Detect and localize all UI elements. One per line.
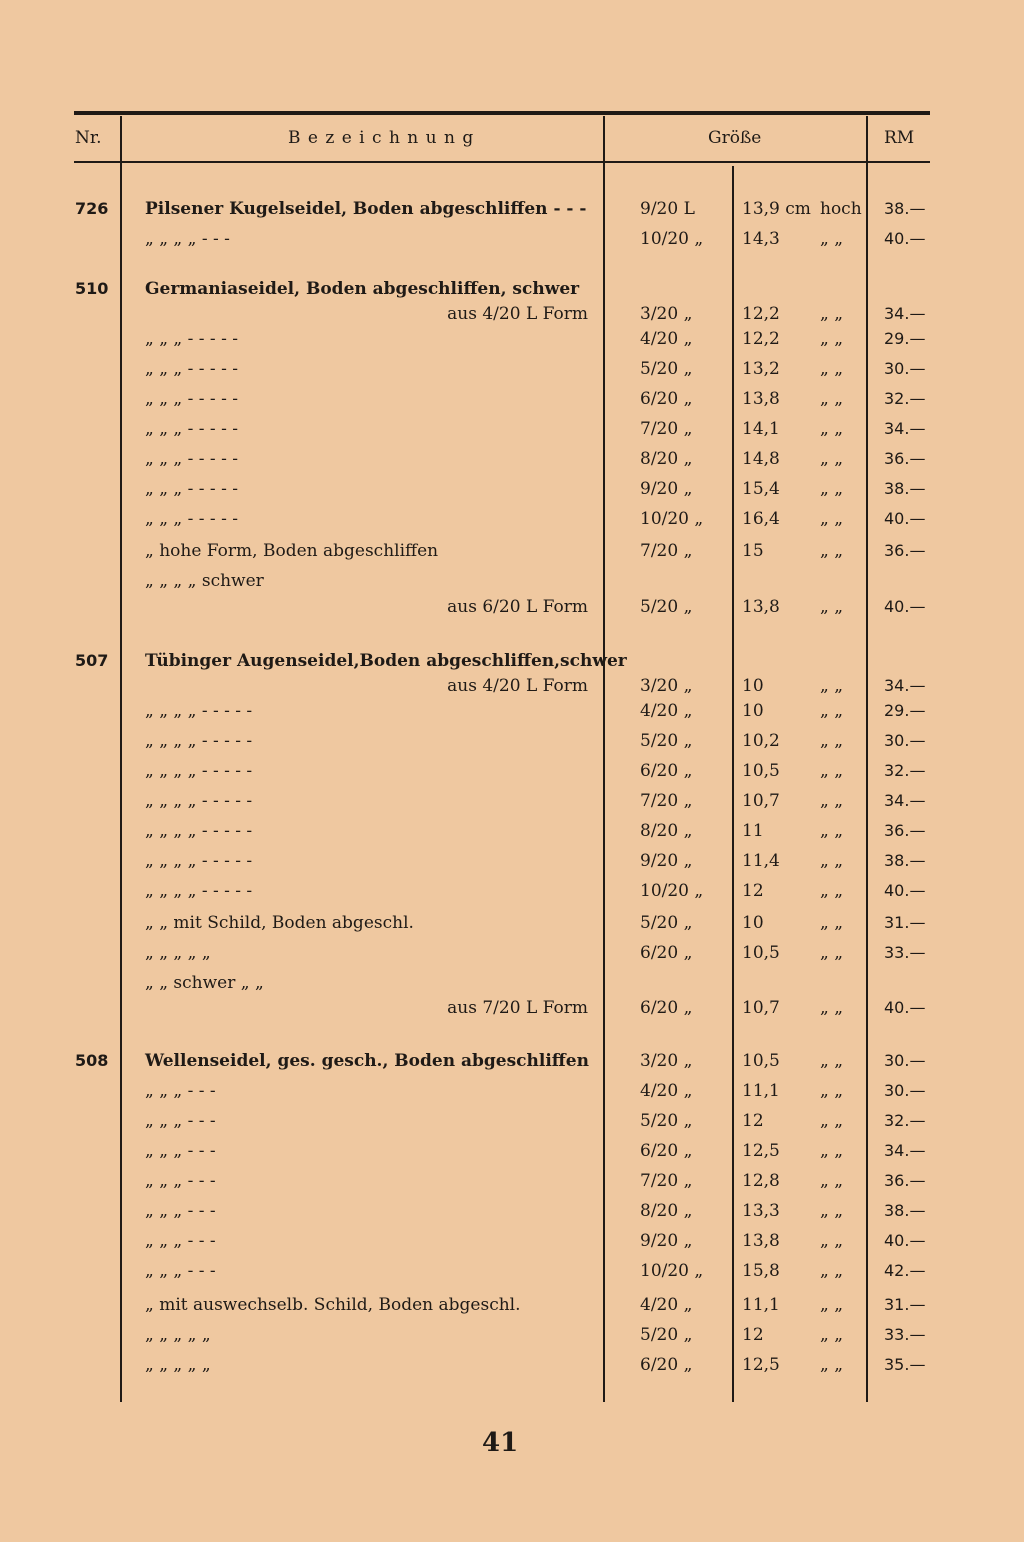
item-volume: 6/20 „ <box>640 1355 693 1375</box>
item-height-unit: „ „ <box>820 597 844 617</box>
item-price: 38.— <box>884 479 926 498</box>
item-volume: 4/20 „ <box>640 701 693 721</box>
item-height: 15,8 <box>742 1261 780 1281</box>
header-nr: Nr. <box>75 128 102 148</box>
item-height-unit: „ „ <box>820 359 844 379</box>
item-price: 36.— <box>884 821 926 840</box>
item-price: 40.— <box>884 509 926 528</box>
item-height-unit: „ „ <box>820 1261 844 1281</box>
item-height: 15 <box>742 541 764 561</box>
item-height: 15,4 <box>742 479 780 499</box>
item-description: „ „ „ „ - - - - - <box>145 851 253 871</box>
item-height-unit: „ „ <box>820 1231 844 1251</box>
item-height-unit: „ „ <box>820 1171 844 1191</box>
table-row <box>0 1200 1024 1230</box>
item-height-unit: „ „ <box>820 943 844 963</box>
item-volume: 4/20 „ <box>640 1295 693 1315</box>
item-form-note: aus 4/20 L Form <box>447 676 588 696</box>
table-row <box>0 1324 1024 1354</box>
item-height: 10,5 <box>742 943 780 963</box>
table-row <box>0 478 1024 508</box>
item-height: 10,7 <box>742 998 780 1018</box>
item-height: 10 <box>742 676 764 696</box>
item-volume: 6/20 „ <box>640 761 693 781</box>
item-volume: 5/20 „ <box>640 913 693 933</box>
table-row <box>0 700 1024 730</box>
item-volume: 5/20 „ <box>640 597 693 617</box>
item-description: „ „ „ „ - - - - - <box>145 731 253 751</box>
table-row <box>0 198 1024 228</box>
item-price: 42.— <box>884 1261 926 1280</box>
item-description: „ „ „ - - - - - <box>145 479 238 499</box>
table-row <box>0 790 1024 820</box>
table-row <box>0 228 1024 258</box>
item-volume: 9/20 „ <box>640 479 693 499</box>
item-form-note: aus 7/20 L Form <box>447 998 588 1018</box>
item-volume: 10/20 „ <box>640 229 704 249</box>
table-row <box>0 760 1024 790</box>
item-price: 34.— <box>884 791 926 810</box>
item-height-unit: „ „ <box>820 998 844 1018</box>
table-row <box>0 912 1024 942</box>
table-row <box>0 1170 1024 1200</box>
item-description: „ „ „ - - - - - <box>145 359 238 379</box>
header-rule <box>74 161 930 163</box>
item-volume: 10/20 „ <box>640 509 704 529</box>
item-height-unit: „ „ <box>820 1111 844 1131</box>
table-row <box>0 1110 1024 1140</box>
table-row <box>0 850 1024 880</box>
item-price: 29.— <box>884 701 926 720</box>
item-description: „ „ „ - - - <box>145 1231 216 1251</box>
item-price: 34.— <box>884 419 926 438</box>
page-number: 41 <box>482 1428 519 1458</box>
item-height-unit: „ „ <box>820 851 844 871</box>
item-price: 40.— <box>884 229 926 248</box>
item-price: 30.— <box>884 731 926 750</box>
item-height-unit: „ „ <box>820 701 844 721</box>
item-height: 13,8 <box>742 389 780 409</box>
item-volume: 9/20 „ <box>640 851 693 871</box>
item-volume: 6/20 „ <box>640 389 693 409</box>
item-description: „ „ „ „ - - - - - <box>145 701 253 721</box>
item-price: 40.— <box>884 881 926 900</box>
table-row <box>0 1294 1024 1324</box>
item-price: 36.— <box>884 1171 926 1190</box>
item-price: 30.— <box>884 359 926 378</box>
item-description: „ „ „ - - - <box>145 1081 216 1101</box>
item-height-unit: „ „ <box>820 449 844 469</box>
item-height: 10,7 <box>742 791 780 811</box>
item-form-note: aus 4/20 L Form <box>447 304 588 324</box>
item-height: 13,2 <box>742 359 780 379</box>
item-height-unit: „ „ <box>820 229 844 249</box>
table-row <box>0 540 1024 570</box>
item-height-unit: „ „ <box>820 1081 844 1101</box>
item-description: „ mit auswechselb. Schild, Boden abgeschl. <box>145 1295 521 1315</box>
item-height: 12,8 <box>742 1171 780 1191</box>
item-price: 34.— <box>884 1141 926 1160</box>
item-description: „ hohe Form, Boden abgeschliffen <box>145 541 439 561</box>
item-description: „ „ „ „ „ <box>145 1355 211 1375</box>
item-height-unit: „ „ <box>820 389 844 409</box>
table-row <box>0 730 1024 760</box>
item-description: „ „ „ „ - - - <box>145 229 230 249</box>
item-height-unit: „ „ <box>820 913 844 933</box>
item-description: „ „ „ „ schwer <box>145 571 264 591</box>
item-volume: 9/20 „ <box>640 1231 693 1251</box>
item-height: 11,1 <box>742 1295 780 1315</box>
item-height-unit: „ „ <box>820 1051 844 1071</box>
item-height-unit: „ „ <box>820 1141 844 1161</box>
item-volume: 6/20 „ <box>640 1141 693 1161</box>
item-number: 508 <box>75 1051 109 1070</box>
item-height-unit: „ „ <box>820 419 844 439</box>
item-volume: 4/20 „ <box>640 329 693 349</box>
item-volume: 7/20 „ <box>640 1171 693 1191</box>
item-height: 10 <box>742 701 764 721</box>
table-row <box>0 997 1024 1027</box>
table-row <box>0 1140 1024 1170</box>
item-height: 13,8 <box>742 1231 780 1251</box>
header-rm: RM <box>884 128 915 148</box>
item-description: „ „ „ - - - - - <box>145 389 238 409</box>
table-row <box>0 1230 1024 1260</box>
item-description: „ „ „ - - - <box>145 1171 216 1191</box>
item-volume: 10/20 „ <box>640 881 704 901</box>
item-height-unit: „ „ <box>820 1355 844 1375</box>
item-number: 726 <box>75 199 109 218</box>
item-volume: 9/20 L <box>640 199 695 219</box>
item-description: „ „ „ - - - <box>145 1111 216 1131</box>
item-description: „ „ „ „ - - - - - <box>145 881 253 901</box>
item-price: 30.— <box>884 1081 926 1100</box>
item-height: 14,8 <box>742 449 780 469</box>
item-volume: 3/20 „ <box>640 1051 693 1071</box>
item-height-unit: „ „ <box>820 1325 844 1345</box>
item-volume: 6/20 „ <box>640 943 693 963</box>
item-height: 12 <box>742 881 764 901</box>
item-description: Tübinger Augenseidel,Boden abgeschliffen,schwer <box>145 651 627 671</box>
item-height: 13,9 cm <box>742 199 811 219</box>
item-height: 13,3 <box>742 1201 780 1221</box>
item-price: 40.— <box>884 998 926 1017</box>
item-description: „ „ schwer „ „ <box>145 973 264 993</box>
item-volume: 5/20 „ <box>640 731 693 751</box>
table-row <box>0 880 1024 910</box>
item-price: 32.— <box>884 389 926 408</box>
item-price: 40.— <box>884 597 926 616</box>
item-volume: 7/20 „ <box>640 791 693 811</box>
item-height: 11,1 <box>742 1081 780 1101</box>
item-description: „ „ „ „ - - - - - <box>145 791 253 811</box>
item-description: „ „ „ - - - <box>145 1201 216 1221</box>
item-volume: 5/20 „ <box>640 1325 693 1345</box>
top-rule <box>74 111 930 115</box>
item-description: „ „ „ - - - - - <box>145 449 238 469</box>
item-height: 10,5 <box>742 1051 780 1071</box>
item-volume: 3/20 „ <box>640 304 693 324</box>
item-volume: 8/20 „ <box>640 449 693 469</box>
item-volume: 8/20 „ <box>640 821 693 841</box>
item-price: 32.— <box>884 761 926 780</box>
item-height: 10,2 <box>742 731 780 751</box>
item-description: „ „ „ „ - - - - - <box>145 821 253 841</box>
table-row <box>0 1354 1024 1384</box>
item-volume: 6/20 „ <box>640 998 693 1018</box>
item-volume: 5/20 „ <box>640 359 693 379</box>
table-row <box>0 820 1024 850</box>
item-price: 38.— <box>884 851 926 870</box>
table-row <box>0 508 1024 538</box>
item-height: 11 <box>742 821 764 841</box>
item-description: „ „ „ „ „ <box>145 943 211 963</box>
item-height-unit: „ „ <box>820 479 844 499</box>
item-description: „ „ „ - - - - - <box>145 419 238 439</box>
header-bezeichnung: B e z e i c h n u n g <box>288 128 475 148</box>
header-groesse: Größe <box>708 128 762 148</box>
item-height: 13,8 <box>742 597 780 617</box>
item-form-note: aus 6/20 L Form <box>447 597 588 617</box>
item-height-unit: „ „ <box>820 731 844 751</box>
item-price: 38.— <box>884 199 926 218</box>
item-description: Wellenseidel, ges. gesch., Boden abgeschliffen <box>145 1051 589 1071</box>
table-row <box>0 1050 1024 1080</box>
table-row <box>0 942 1024 972</box>
item-height: 12,2 <box>742 329 780 349</box>
item-description: „ „ „ - - - - - <box>145 329 238 349</box>
item-description: „ „ „ - - - <box>145 1141 216 1161</box>
item-height: 10,5 <box>742 761 780 781</box>
item-height-unit: „ „ <box>820 329 844 349</box>
table-row <box>0 596 1024 626</box>
item-price: 34.— <box>884 304 926 323</box>
item-height: 12,2 <box>742 304 780 324</box>
item-height-unit: hoch <box>820 199 862 219</box>
item-height: 12,5 <box>742 1141 780 1161</box>
item-price: 31.— <box>884 913 926 932</box>
item-price: 33.— <box>884 943 926 962</box>
item-volume: 7/20 „ <box>640 419 693 439</box>
item-price: 40.— <box>884 1231 926 1250</box>
item-height-unit: „ „ <box>820 791 844 811</box>
table-row <box>0 1080 1024 1110</box>
item-price: 38.— <box>884 1201 926 1220</box>
item-height-unit: „ „ <box>820 761 844 781</box>
item-description: „ „ „ - - - - - <box>145 509 238 529</box>
item-height: 12 <box>742 1111 764 1131</box>
item-height: 16,4 <box>742 509 780 529</box>
item-price: 35.— <box>884 1355 926 1374</box>
table-row <box>0 448 1024 478</box>
item-height: 10 <box>742 913 764 933</box>
item-height: 12,5 <box>742 1355 780 1375</box>
item-description: „ „ „ - - - <box>145 1261 216 1281</box>
item-height-unit: „ „ <box>820 1201 844 1221</box>
item-volume: 5/20 „ <box>640 1111 693 1131</box>
item-description: Germaniaseidel, Boden abgeschliffen, schwer <box>145 279 580 299</box>
item-height: 14,1 <box>742 419 780 439</box>
item-height: 11,4 <box>742 851 780 871</box>
item-price: 29.— <box>884 329 926 348</box>
item-price: 32.— <box>884 1111 926 1130</box>
item-height-unit: „ „ <box>820 304 844 324</box>
table-row <box>0 1260 1024 1290</box>
item-price: 36.— <box>884 541 926 560</box>
item-height: 12 <box>742 1325 764 1345</box>
table-row <box>0 388 1024 418</box>
item-description: Pilsener Kugelseidel, Boden abgeschliffen - - - <box>145 199 587 219</box>
item-number: 510 <box>75 279 109 298</box>
item-volume: 4/20 „ <box>640 1081 693 1101</box>
item-height-unit: „ „ <box>820 509 844 529</box>
item-price: 36.— <box>884 449 926 468</box>
item-height-unit: „ „ <box>820 1295 844 1315</box>
table-row <box>0 418 1024 448</box>
item-volume: 8/20 „ <box>640 1201 693 1221</box>
item-description: „ „ „ „ - - - - - <box>145 761 253 781</box>
item-description: „ „ mit Schild, Boden abgeschl. <box>145 913 414 933</box>
item-height: 14,3 <box>742 229 780 249</box>
item-price: 33.— <box>884 1325 926 1344</box>
item-price: 34.— <box>884 676 926 695</box>
item-height-unit: „ „ <box>820 676 844 696</box>
table-row <box>0 328 1024 358</box>
item-price: 31.— <box>884 1295 926 1314</box>
table-row <box>0 358 1024 388</box>
item-description: „ „ „ „ „ <box>145 1325 211 1345</box>
item-volume: 3/20 „ <box>640 676 693 696</box>
item-price: 30.— <box>884 1051 926 1070</box>
item-number: 507 <box>75 651 109 670</box>
item-height-unit: „ „ <box>820 881 844 901</box>
item-height-unit: „ „ <box>820 541 844 561</box>
item-height-unit: „ „ <box>820 821 844 841</box>
item-volume: 10/20 „ <box>640 1261 704 1281</box>
item-volume: 7/20 „ <box>640 541 693 561</box>
